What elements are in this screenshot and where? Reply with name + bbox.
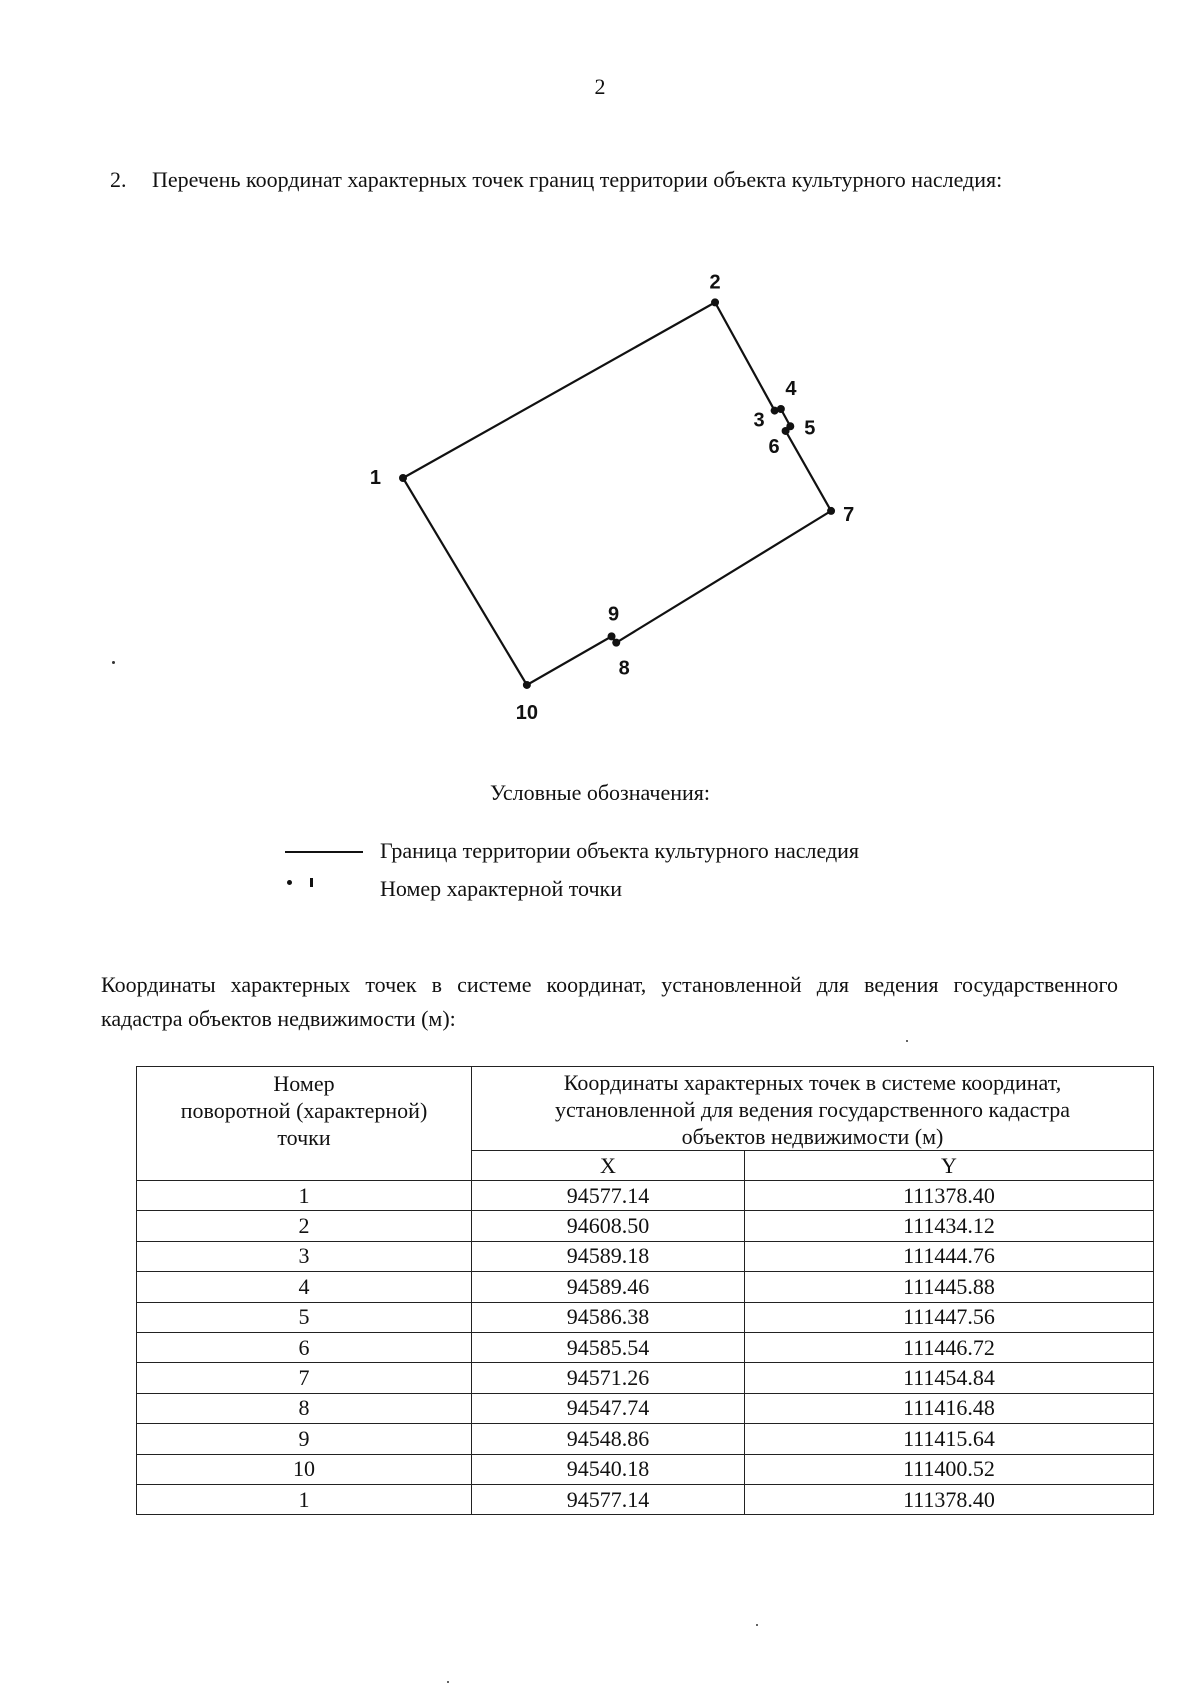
boundary-line-symbol bbox=[285, 851, 363, 853]
point-label: 1 bbox=[369, 467, 381, 489]
point-marker bbox=[608, 632, 616, 640]
cell-point-number: 2 bbox=[137, 1211, 472, 1241]
point-label: 8 bbox=[618, 657, 630, 680]
cell-y: 111445.88 bbox=[745, 1272, 1154, 1302]
cell-point-number: 1 bbox=[137, 1181, 472, 1211]
cell-x: 94577.14 bbox=[472, 1484, 745, 1514]
point-marker bbox=[523, 681, 531, 689]
table-row bbox=[137, 1181, 1154, 1211]
cell-point-number: 5 bbox=[137, 1302, 472, 1332]
legend-point-label: Номер характерной точки bbox=[380, 876, 622, 901]
point-label: 2 bbox=[709, 271, 721, 294]
header-x: X bbox=[472, 1151, 745, 1181]
point-label: 5 bbox=[804, 417, 816, 440]
cell-y: 111378.40 bbox=[745, 1181, 1154, 1211]
cell-y: 111415.64 bbox=[745, 1424, 1154, 1454]
cell-point-number: 10 bbox=[137, 1454, 472, 1484]
cell-point-number: 6 bbox=[137, 1332, 472, 1362]
cell-x: 94608.50 bbox=[472, 1211, 745, 1241]
point-marker bbox=[399, 474, 407, 482]
cell-x: 94571.26 bbox=[472, 1363, 745, 1393]
table-row bbox=[137, 1332, 1154, 1362]
cell-x: 94548.86 bbox=[472, 1424, 745, 1454]
table-row bbox=[137, 1454, 1154, 1484]
cell-y: 111444.76 bbox=[745, 1241, 1154, 1271]
header-y: Y bbox=[745, 1151, 1154, 1181]
table-row bbox=[137, 1302, 1154, 1332]
cell-point-number: 3 bbox=[137, 1241, 472, 1271]
table-row bbox=[137, 1484, 1154, 1514]
section-title: Перечень координат характерных точек границ территории объекта культурного наследия: bbox=[152, 167, 1003, 192]
cell-y: 111416.48 bbox=[745, 1393, 1154, 1423]
cell-point-number: 8 bbox=[137, 1393, 472, 1423]
point-label: 3 bbox=[753, 409, 765, 432]
cell-point-number: 9 bbox=[137, 1424, 472, 1454]
section-number: 2. bbox=[110, 167, 127, 192]
cell-y: 111446.72 bbox=[745, 1332, 1154, 1362]
cell-x: 94547.74 bbox=[472, 1393, 745, 1423]
table-row bbox=[137, 1272, 1154, 1302]
coordinates-table bbox=[136, 1066, 1154, 1515]
cell-x: 94589.46 bbox=[472, 1272, 745, 1302]
page-number: 2 bbox=[594, 74, 606, 99]
point-label: 6 bbox=[768, 435, 780, 458]
cell-x: 94540.18 bbox=[472, 1454, 745, 1484]
cell-x: 94589.18 bbox=[472, 1241, 745, 1271]
cell-x: 94577.14 bbox=[472, 1181, 745, 1211]
cell-y: 111400.52 bbox=[745, 1454, 1154, 1484]
table-row bbox=[137, 1363, 1154, 1393]
table-row bbox=[137, 1211, 1154, 1241]
legend-title: Условные обозначения: bbox=[489, 780, 711, 805]
point-label: 10 bbox=[515, 701, 538, 724]
table-row bbox=[137, 1393, 1154, 1423]
header-coordinates: Координаты характерных точек в системе координат, установленной для ведения государственного кадастра объектов недвижимости (м) bbox=[472, 1067, 1154, 1151]
point-marker bbox=[777, 405, 785, 413]
cell-y: 111378.40 bbox=[745, 1484, 1154, 1514]
point-symbol bbox=[287, 876, 327, 890]
cell-point-number: 4 bbox=[137, 1272, 472, 1302]
table-row bbox=[137, 1424, 1154, 1454]
point-marker bbox=[711, 298, 719, 306]
point-marker bbox=[782, 427, 790, 435]
cell-x: 94586.38 bbox=[472, 1302, 745, 1332]
header-point-number: Номер поворотной (характерной) точки bbox=[137, 1067, 472, 1181]
coordinate-system-paragraph: Координаты характерных точек в системе координат, установленной для ведения государственного кадастра объектов недвижимости (м): bbox=[101, 972, 1118, 1031]
cell-y: 111454.84 bbox=[745, 1363, 1154, 1393]
legend-boundary-label: Граница территории объекта культурного наследия bbox=[380, 838, 860, 863]
boundary-polygon bbox=[403, 302, 831, 685]
point-label: 4 bbox=[785, 378, 797, 401]
cell-y: 111434.12 bbox=[745, 1211, 1154, 1241]
point-marker bbox=[827, 507, 835, 515]
point-label: 9 bbox=[607, 603, 620, 626]
characteristic-points bbox=[370, 271, 854, 724]
cell-y: 111447.56 bbox=[745, 1302, 1154, 1332]
table-row bbox=[137, 1241, 1154, 1271]
point-label: 7 bbox=[843, 503, 855, 526]
cell-point-number: 7 bbox=[137, 1363, 472, 1393]
cell-point-number: 1 bbox=[137, 1484, 472, 1514]
cell-x: 94585.54 bbox=[472, 1332, 745, 1362]
boundary-scheme bbox=[0, 0, 1200, 760]
